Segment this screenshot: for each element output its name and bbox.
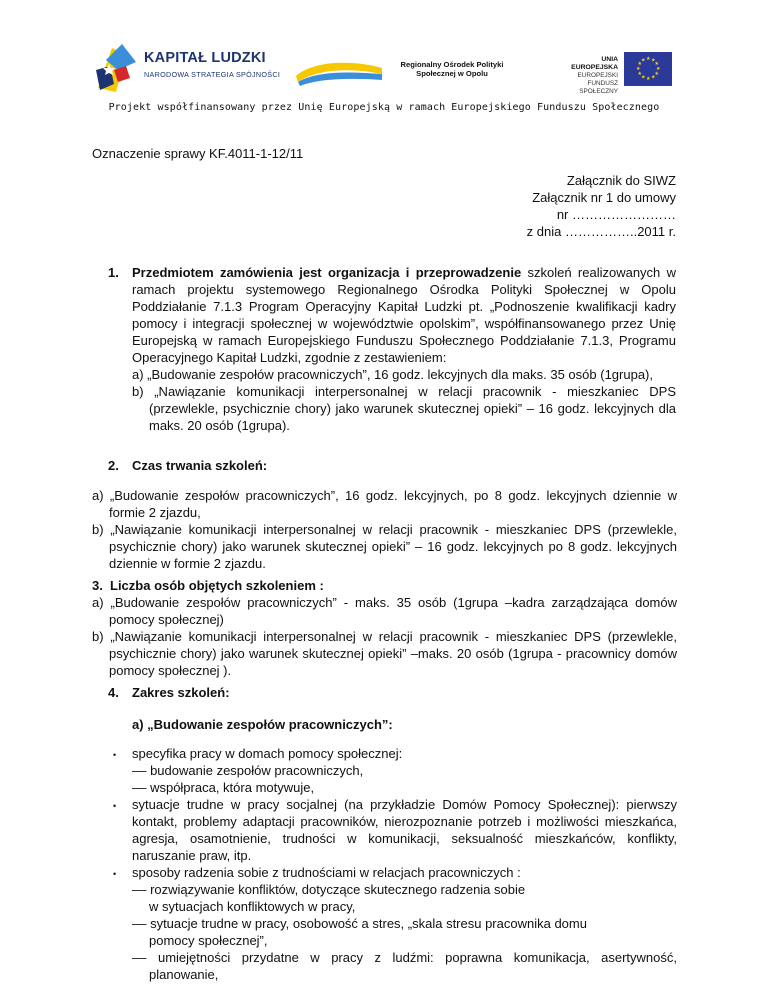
kapital-ludzki-logo bbox=[92, 40, 281, 96]
section-1-lead: Przedmiotem zamówienia jest organizacja i przeprowadzenie bbox=[132, 265, 522, 280]
annex-line: z dnia ……………..2011 r. bbox=[526, 224, 676, 239]
section-3-number: 3. bbox=[92, 578, 103, 593]
bullet-1-text: specyfika pracy w domach pomocy społecznej: bbox=[132, 746, 403, 761]
eu-fund-line2: FUNDUSZ SPOŁECZNY bbox=[579, 80, 618, 95]
dash-item-cont: w sytuacjach konfliktowych w pracy, bbox=[149, 899, 356, 914]
section-1-item-b: b) „Nawiązanie komunikacji interpersonalnej w relacji pracownik - mieszkaniec DPS (przewlekle, psychicznie chory) jako warunek skutecznej opieki” – 16 godz. lekcyjnych dla maks. 20 osób (1grupa). bbox=[132, 384, 676, 433]
section-2-title: Czas trwania szkoleń: bbox=[132, 458, 268, 473]
section-4-title: Zakres szkoleń: bbox=[132, 685, 230, 700]
section-1-body: szkoleń realizowanych w ramach projektu systemowego Regionalnego Ośrodka Polityki Społecznej w Opolu Poddziałanie 7.1.3 Program Operacyjny Kapitał Ludzki pt. „Podnoszenie kwalifikacji kadry pomocy i integracji społecznej w województwie opolskim”, współfinansowanego przez Unię Europejską w ramach Europejskiego Funduszu Społecznego Poddziałanie 7.1.3, Programu Operacyjnego Kapitał Ludzki, zgodnie z zestawieniem: bbox=[132, 265, 676, 365]
bullet-icon: • bbox=[113, 869, 117, 879]
rops-wave-icon bbox=[294, 58, 384, 88]
bullet-2: sytuacje trudne w pracy socjalnej (na przykładzie Domów Pomocy Społecznej): pierwszy kontakt, problemy adaptacji pracowników, nierozpoznanie potrzeb i możliwości mieszkańca, agresja, osamotnienie, trudności w komunikacji, seksualność mieszkańców, konflikty, naruszanie praw, itp. bbox=[132, 797, 677, 863]
section-4-subtitle: a) „Budowanie zespołów pracowniczych”: bbox=[132, 717, 393, 732]
annex-block bbox=[527, 172, 676, 240]
bullet-3-text: sposoby radzenia sobie z trudnościami w relacjach pracowniczych : bbox=[132, 865, 521, 880]
dash-item: –– rozwiązywanie konfliktów, dotyczące skutecznego radzenia sobie bbox=[132, 882, 526, 897]
kapital-ludzki-emblem-icon bbox=[92, 40, 142, 96]
section-3-item-b: b) „Nawiązanie komunikacji interpersonalnej w relacji pracownik - mieszkaniec DPS (przewlekle, psychicznie chory) jako warunek skutecznej opieki” –maks. 20 osób (1grupa - pracownicy domów pomocy społecznej ). bbox=[92, 629, 677, 678]
kl-subtitle: NARODOWA STRATEGIA SPÓJNOŚCI bbox=[144, 70, 281, 79]
section-1-text bbox=[132, 264, 676, 366]
section-2-item-a: a) „Budowanie zespołów pracowniczych”, 16 godz. lekcyjnych, po 8 godz. lekcyjnych dziennie w formie 2 zjazdu, bbox=[92, 488, 677, 520]
svg-text:★: ★ bbox=[646, 56, 651, 62]
svg-text:★: ★ bbox=[651, 74, 656, 81]
section-1-item-a: a) „Budowanie zespołów pracowniczych”, 16 godz. lekcyjnych dla maks. 35 osób (1grupa), bbox=[132, 367, 653, 382]
svg-text:★: ★ bbox=[637, 71, 642, 77]
section-2-item-b: b) „Nawiązanie komunikacji interpersonalnej w relacji pracownik - mieszkaniec DPS (przewlekle, psychicznie chory) jako warunek skutecznej opieki” – 16 godz. lekcyjnych po 8 godz. lekcyjnych dziennie w formie 2 zjazdu. bbox=[92, 522, 677, 571]
dash-item: –– współpraca, która motywuje, bbox=[132, 780, 315, 795]
svg-text:★: ★ bbox=[646, 76, 651, 82]
svg-text:★: ★ bbox=[641, 57, 646, 64]
annex-line: Załącznik do SIWZ bbox=[566, 173, 676, 188]
bullet-icon: • bbox=[113, 750, 117, 760]
section-4-number: 4. bbox=[108, 685, 119, 700]
svg-text:★: ★ bbox=[637, 61, 642, 67]
svg-text:★: ★ bbox=[654, 71, 659, 77]
annex-line: nr …………………… bbox=[556, 207, 676, 222]
section-3-item-a: a) „Budowanie zespołów pracowniczych” - maks. 35 osób (1grupa –kadra zarządzająca domów pomocy społecznej) bbox=[92, 595, 677, 627]
case-reference: Oznaczenie sprawy KF.4011-1-12/11 bbox=[92, 146, 304, 161]
eu-fund-line1: EUROPEJSKI bbox=[577, 72, 618, 79]
annex-line-text: Załącznik nr 1 do umowy bbox=[532, 190, 676, 205]
header-logos bbox=[0, 38, 768, 98]
svg-text:★: ★ bbox=[651, 57, 656, 64]
section-1 bbox=[132, 264, 676, 434]
eu-title: UNIA EUROPEJSKA bbox=[571, 56, 618, 71]
section-3-title: Liczba osób objętych szkoleniem : bbox=[110, 578, 324, 593]
annex-line bbox=[527, 189, 676, 206]
bullet-1 bbox=[132, 745, 677, 796]
project-cofinancing-line: Projekt współfinansowany przez Unię Europejską w ramach Europejskiego Funduszu Społecznego bbox=[108, 102, 660, 113]
svg-text:★: ★ bbox=[656, 66, 661, 72]
rops-name: Regionalny Ośrodek Polityki Społecznej w Opolu bbox=[400, 60, 504, 78]
svg-text:★: ★ bbox=[636, 66, 641, 72]
eu-flag-icon bbox=[624, 52, 672, 86]
dash-item-cont: pomocy społecznej”, bbox=[149, 933, 268, 948]
kl-title: KAPITAŁ LUDZKI bbox=[144, 50, 266, 66]
svg-text:★: ★ bbox=[654, 61, 659, 67]
dash-item: –– umiejętności przydatne w pracy z ludźmi: poprawna komunikacja, asertywność, planowanie, bbox=[132, 950, 677, 982]
bullet-icon: • bbox=[113, 801, 117, 811]
svg-text:★: ★ bbox=[641, 74, 646, 81]
dash-item: –– sytuacje trudne w pracy, osobowość a stres, „skala stresu pracownika domu bbox=[132, 916, 587, 931]
eu-text bbox=[556, 56, 618, 96]
eu-logo bbox=[556, 52, 686, 95]
rops-logo bbox=[294, 56, 524, 90]
section-2-number: 2. bbox=[108, 458, 119, 473]
section-1-number: 1. bbox=[108, 265, 119, 280]
dash-item: –– budowanie zespołów pracowniczych, bbox=[132, 763, 364, 778]
bullet-3 bbox=[132, 864, 677, 983]
